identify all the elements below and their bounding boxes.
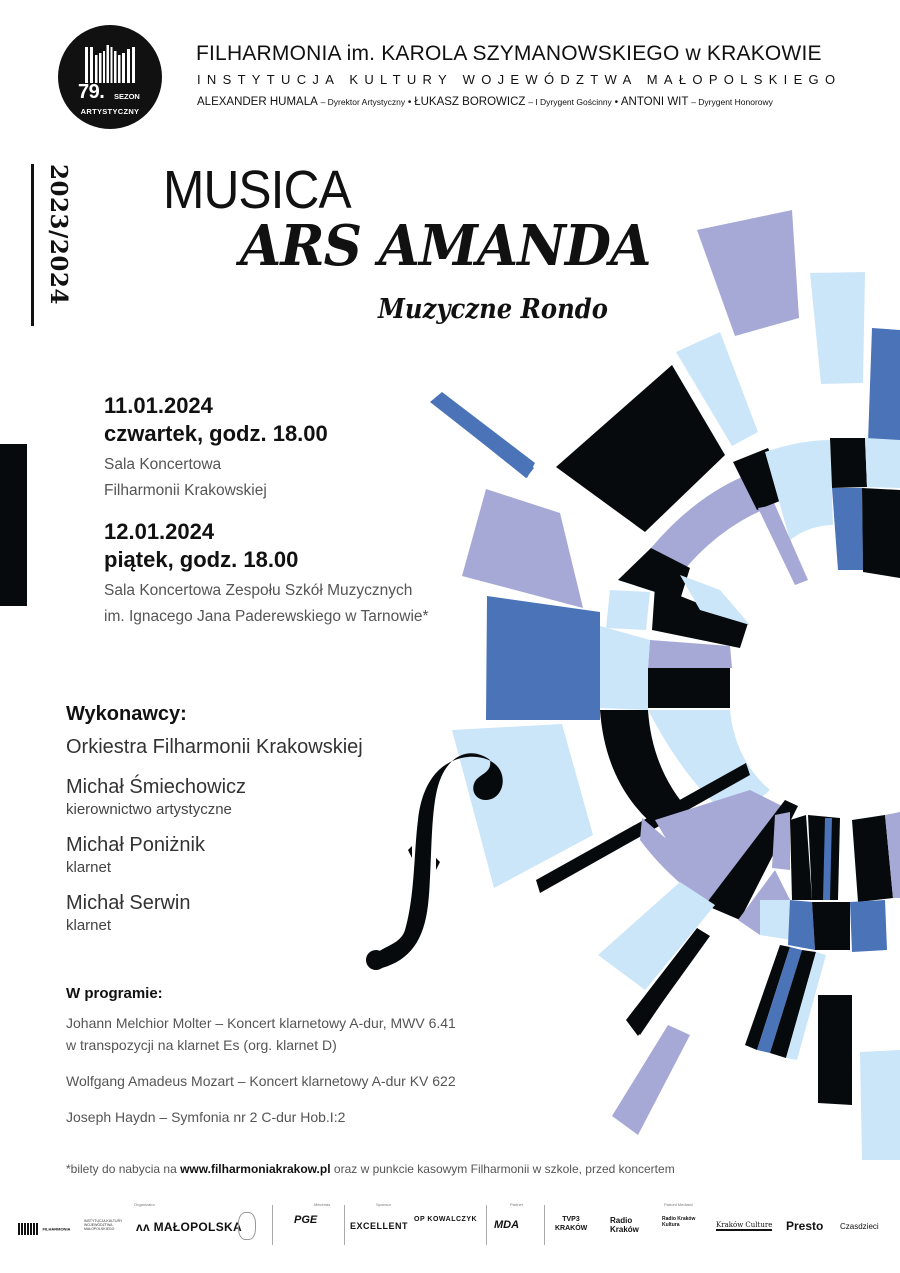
ring-lavender — [738, 870, 790, 935]
event-1 — [104, 392, 328, 504]
logo-presto: Presto — [786, 1219, 824, 1233]
logo-instytucja: INSTYTUCJA KULTURY WOJEWÓDZTWA MAŁOPOLSKIEGO — [84, 1219, 123, 1231]
logo-malopolska: ᴧᴧ MAŁOPOLSKA — [136, 1220, 242, 1234]
shape-pale — [598, 882, 715, 990]
director-role: – I Dyrygent Gościnny — [528, 97, 612, 107]
shape-pale — [810, 272, 865, 384]
shape-pale — [452, 724, 593, 888]
logo-radio-krakow: Radio Kraków — [610, 1216, 639, 1234]
logo-filharmonia: FILHARMONIA — [18, 1220, 70, 1238]
ring-lavender — [648, 640, 732, 668]
programme-item — [66, 1012, 586, 1056]
bar-lavender — [612, 1025, 690, 1135]
ring-lavender — [772, 812, 790, 870]
performer-role: klarnet — [66, 859, 112, 876]
ring-black-arc — [600, 710, 690, 822]
event-venue: im. Ignacego Jana Paderewskiego w Tarnowie* — [104, 608, 429, 625]
bar-black — [626, 928, 710, 1036]
ring-pale — [765, 440, 833, 540]
ring-blue — [823, 818, 832, 900]
performer-name: Michał Poniżnik — [66, 834, 205, 856]
ring-black — [812, 902, 850, 950]
ring-pale — [865, 438, 900, 488]
sponsor-caption: Mecenas — [314, 1202, 331, 1207]
season-divider — [31, 164, 34, 326]
bar-pale — [786, 952, 826, 1060]
ring-black — [618, 548, 690, 600]
programme-line: Wolfgang Amadeus Mozart – Koncert klarnetowy A-dur KV 622 — [66, 1073, 456, 1089]
sponsor-divider — [544, 1205, 545, 1245]
ring-pale — [600, 626, 650, 668]
performers-section — [66, 703, 363, 948]
malopolska-mark-icon: ᴧᴧ — [136, 1220, 150, 1234]
sponsor-caption: Partner — [510, 1202, 524, 1207]
ring-blue — [850, 900, 887, 952]
sponsor-divider — [272, 1205, 273, 1245]
logo-czasdzieci: Czasdzieci — [840, 1222, 879, 1231]
ring-black — [830, 438, 867, 488]
director-role: – Dyrygent Honorowy — [691, 97, 773, 107]
ring-lavender-low — [640, 818, 745, 905]
season-logo — [58, 25, 162, 129]
performer-name: Michał Śmiechowicz — [66, 776, 247, 798]
event-venue: Sala Koncertowa — [104, 456, 222, 473]
ring-black — [862, 488, 900, 578]
shape-blue-big — [486, 596, 600, 720]
performer-role: kierownictwo artystyczne — [66, 801, 232, 818]
programme-item — [66, 1070, 586, 1092]
bar-black — [745, 945, 790, 1050]
shape-black-stroke — [536, 763, 750, 893]
shape-pale — [676, 332, 758, 446]
bar-pale — [860, 1050, 900, 1160]
logo-excellent: EXCELLENT — [350, 1221, 409, 1231]
f-hole-notch — [408, 846, 412, 858]
website-link[interactable]: www.filharmoniakrakow.pl — [180, 1162, 331, 1176]
ticket-footnote — [66, 1162, 675, 1176]
ring-black — [733, 448, 790, 510]
shape-blue-stroke-2 — [430, 392, 535, 478]
ring-lavender-thin — [758, 505, 808, 585]
logo-paderewski — [238, 1212, 256, 1240]
shape-black — [556, 365, 725, 532]
event-date: 12.01.2024 — [104, 519, 215, 544]
ring-blue — [832, 488, 863, 570]
sponsor-divider — [486, 1205, 487, 1245]
event-2 — [104, 518, 429, 630]
event-day-time: piątek, godz. 18.00 — [104, 547, 299, 572]
bar-black — [770, 950, 816, 1058]
ring-lavender — [651, 470, 775, 575]
performer-name: Orkiestra Filharmonii Krakowskiej — [66, 736, 363, 758]
ring-pale-arc — [648, 710, 770, 820]
director-role: – Dyrektor Artystyczny — [320, 97, 406, 107]
bar-black — [818, 995, 852, 1105]
shape-lavender — [697, 210, 799, 336]
event-day-time: czwartek, godz. 18.00 — [104, 421, 328, 446]
sponsor-caption: Patroni Medialni — [664, 1202, 693, 1207]
ring-black — [852, 815, 893, 902]
logo-kowalczyk: OP KOWALCZYK — [414, 1216, 478, 1223]
logo-radio-krakow-kultura: Radio Kraków Kultura — [662, 1216, 696, 1228]
director-name: ANTONI WIT — [620, 96, 689, 108]
event-venue: Filharmonii Krakowskiej — [104, 482, 267, 499]
ring-pale — [606, 590, 650, 630]
series-title: MUSICA — [163, 160, 351, 220]
programme-section — [66, 985, 586, 1142]
ring-blue — [788, 900, 815, 950]
programme-line: w transpozycji na klarnet Es (org. klarnet D) — [66, 1037, 337, 1053]
ring-black — [705, 800, 798, 920]
footnote-text: *bilety do nabycia na — [66, 1162, 181, 1176]
shape-lavender — [462, 489, 583, 608]
director-name: ALEXANDER HUMALA — [197, 96, 318, 108]
logo-mda: MDA — [494, 1219, 520, 1231]
sponsor-caption: Sponsor — [376, 1202, 391, 1207]
f-hole-notch — [436, 858, 440, 870]
left-black-bar — [0, 444, 27, 606]
directors-line — [197, 96, 773, 108]
separator-dot: • — [614, 97, 619, 108]
bar-black — [628, 930, 706, 1035]
concert-subtitle: Muzyczne Rondo — [378, 294, 608, 325]
ring-black — [790, 815, 812, 900]
institution-subtitle: INSTYTUCJA KULTURY WOJEWÓDZTWA MAŁOPOLSKIEGO — [197, 72, 842, 87]
concert-title: ARS AMANDA — [240, 213, 651, 279]
performer-role: klarnet — [66, 917, 112, 934]
separator-dot: • — [407, 97, 412, 108]
f-hole-bottom-dot — [366, 950, 386, 970]
footnote-text: oraz w punkcie kasowym Filharmonii w szkole, przed koncertem — [330, 1162, 675, 1176]
season-artystyczny: ARTYSTYCZNY — [80, 107, 140, 116]
ring-pale — [600, 668, 648, 710]
logo-pge: PGE — [294, 1214, 318, 1226]
logo-tvp3: TVP3 KRAKÓW — [555, 1216, 588, 1232]
institution-title: FILHARMONIA im. KAROLA SZYMANOWSKIEGO w KRAKOWIE — [196, 42, 822, 65]
director-name: ŁUKASZ BOROWICZ — [414, 96, 526, 108]
programme-line: Joseph Haydn – Symfonia nr 2 C-dur Hob.I:2 — [66, 1109, 346, 1125]
filharmonia-logo-icon — [18, 1223, 38, 1235]
shape-blue — [868, 328, 900, 445]
ring-pale — [680, 575, 750, 625]
ring-black — [648, 668, 730, 708]
sponsor-divider — [344, 1205, 345, 1245]
programme-heading: W programie: — [66, 985, 163, 1002]
performer-name: Michał Serwin — [66, 892, 191, 914]
event-date: 11.01.2024 — [104, 393, 213, 418]
ring-black — [808, 815, 840, 900]
season-years: 2023/2024 — [45, 164, 72, 305]
shape-blue-stroke — [435, 394, 534, 478]
season-number: 79. — [78, 81, 105, 103]
programme-item — [66, 1106, 586, 1128]
sponsor-bar — [14, 1200, 890, 1250]
ring-lavender — [655, 790, 790, 905]
ring-pale — [760, 900, 792, 940]
sponsor-caption: Organizator — [134, 1202, 155, 1207]
season-label: SEZON — [114, 92, 140, 101]
programme-line: Johann Melchior Molter – Koncert klarnetowy A-dur, MWV 6.41 — [66, 1015, 456, 1031]
f-hole-icon — [370, 753, 502, 968]
event-venue: Sala Koncertowa Zespołu Szkół Muzycznych — [104, 582, 413, 599]
ring-lavender — [885, 812, 900, 898]
performers-heading: Wykonawcy: — [66, 703, 187, 725]
logo-krakow-culture: Kraków Culture — [716, 1221, 773, 1229]
ring-black — [652, 586, 748, 648]
bar-blue — [757, 947, 802, 1053]
